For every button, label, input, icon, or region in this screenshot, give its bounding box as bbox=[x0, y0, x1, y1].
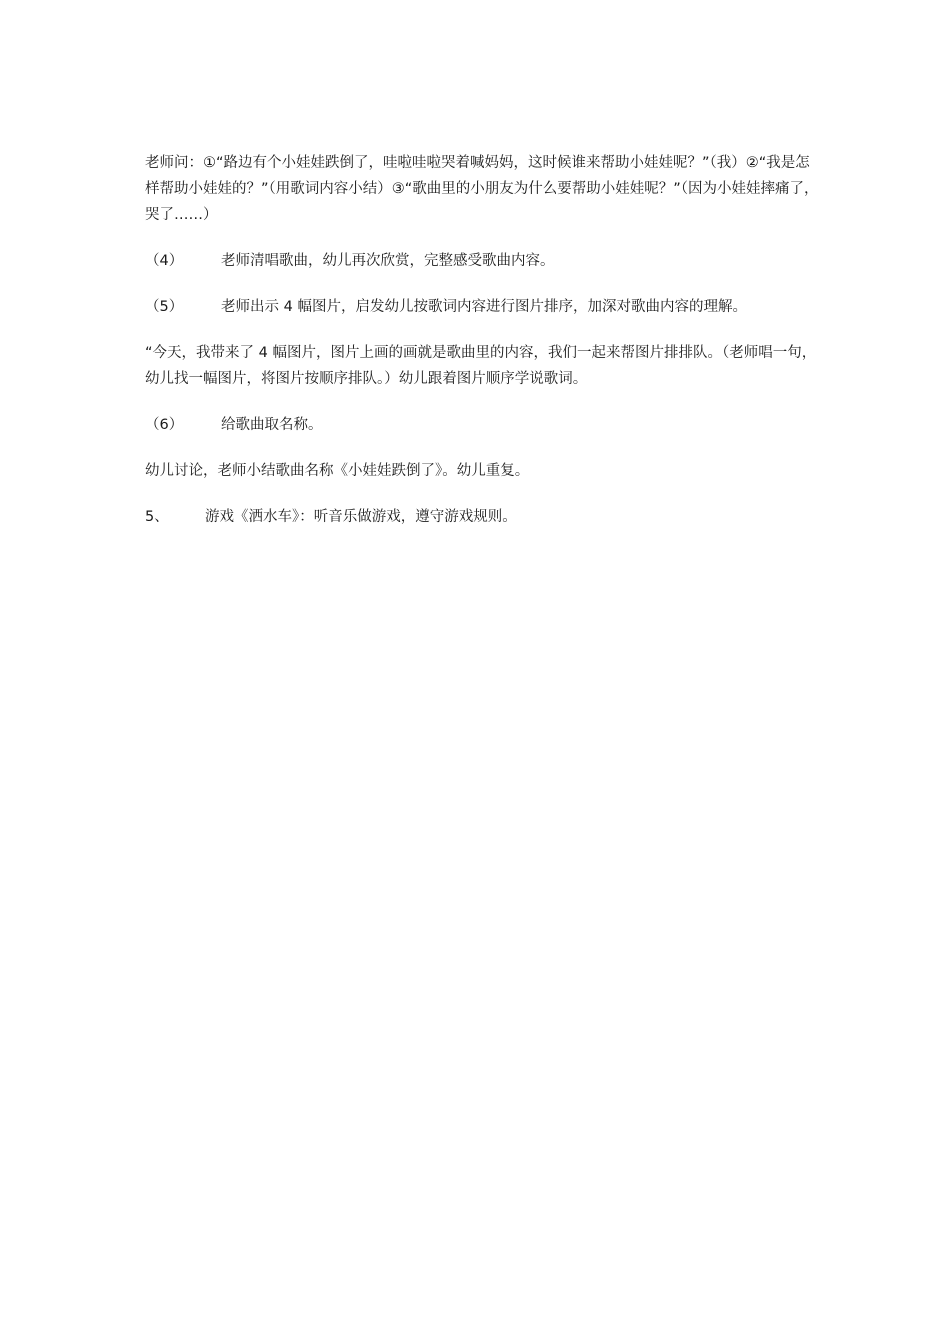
step-text: 老师出示 4 幅图片，启发幼儿按歌词内容进行图片排序，加深对歌曲内容的理解。 bbox=[221, 299, 747, 315]
step-text: 游戏《洒水车》：听音乐做游戏，遵守游戏规则。 bbox=[205, 509, 517, 525]
step-number: （6） bbox=[145, 417, 184, 433]
paragraph-step-5 bbox=[145, 294, 820, 320]
paragraph-step-5-game bbox=[145, 504, 820, 530]
paragraph-today-pictures: “今天，我带来了 4 幅图片，图片上画的画就是歌曲里的内容，我们一起来帮图片排排队。（老师唱一句，幼儿找一幅图片，将图片按顺序排队。）幼儿跟着图片顺序学说歌词。 bbox=[145, 345, 817, 387]
paragraph-discussion: 幼儿讨论，老师小结歌曲名称《小娃娃跌倒了》。幼儿重复。 bbox=[145, 463, 530, 479]
paragraph-step-4 bbox=[145, 248, 820, 274]
document-page bbox=[145, 150, 820, 550]
step-number: （5） bbox=[145, 299, 184, 315]
step-number: 5、 bbox=[145, 509, 169, 525]
step-number: （4） bbox=[145, 253, 184, 269]
step-text: 老师清唱歌曲，幼儿再次欣赏，完整感受歌曲内容。 bbox=[221, 253, 555, 269]
step-text: 给歌曲取名称。 bbox=[221, 417, 323, 433]
paragraph-teacher-questions: 老师问：①“路边有个小娃娃跌倒了，哇啦哇啦哭着喊妈妈，这时候谁来帮助小娃娃呢？”（我）②“我是怎样帮助小娃娃的？”（用歌词内容小结）③“歌曲里的小朋友为什么要帮助小娃娃呢？”（因为小娃娃摔痛了，哭了……） bbox=[145, 155, 819, 223]
paragraph-step-6 bbox=[145, 412, 820, 438]
